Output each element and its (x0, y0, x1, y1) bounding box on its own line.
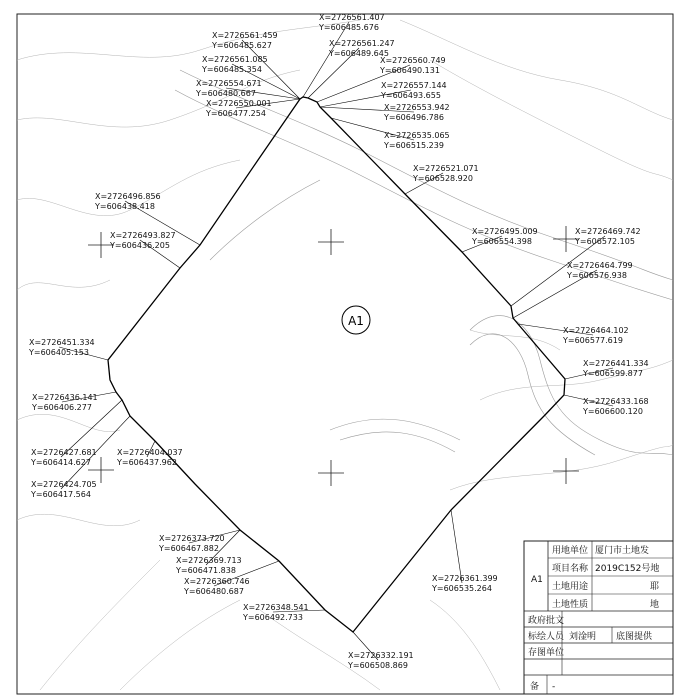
coordinate-y-label: Y=606489.645 (329, 49, 389, 58)
table-label-land-use: 土地用途 (552, 582, 589, 592)
table-label-remarks: 备 (530, 682, 540, 692)
coordinate-x-label: X=2726441.334 (583, 359, 649, 368)
coordinate-x-label: X=2726496.856 (95, 192, 161, 201)
coordinate-x-label: X=2726404.037 (117, 448, 183, 457)
coordinate-y-label: Y=606576.938 (567, 271, 627, 280)
coordinate-x-label: X=2726361.399 (432, 574, 498, 583)
coordinate-x-label: X=2726561.407 (319, 13, 385, 22)
coordinate-x-label: X=2726495.009 (472, 227, 538, 236)
coordinate-y-label: Y=606436.205 (110, 241, 170, 250)
coordinate-y-label: Y=606467.882 (159, 544, 219, 553)
coordinate-y-label: Y=606480.667 (196, 89, 256, 98)
table-value-land-nature: 地 (650, 600, 660, 610)
coordinate-x-label: X=2726464.799 (567, 261, 633, 270)
table-label-approval: 政府批文 (528, 616, 565, 626)
coordinate-y-label: Y=606535.264 (432, 584, 492, 593)
table-label-surveyor: 标绘人员 (528, 632, 565, 642)
coordinate-y-label: Y=606577.619 (563, 336, 623, 345)
coordinate-y-label: Y=606437.962 (117, 458, 177, 467)
table-value-land-use: 耶 (650, 582, 660, 592)
coordinate-y-label: Y=606480.687 (184, 587, 244, 596)
coordinate-y-label: Y=606493.655 (381, 91, 441, 100)
coordinate-y-label: Y=606417.564 (31, 490, 91, 499)
table-value-remarks: - (552, 682, 556, 692)
parcel-label (342, 306, 370, 334)
coordinate-x-label: X=2726469.742 (575, 227, 641, 236)
coordinate-y-label: Y=606508.869 (348, 661, 408, 670)
coordinate-x-label: X=2726433.168 (583, 397, 649, 406)
coordinate-x-label: X=2726360.746 (184, 577, 250, 586)
coordinate-y-label: Y=606554.398 (472, 237, 532, 246)
coordinate-y-label: Y=606492.733 (243, 613, 303, 622)
coordinate-x-label: X=2726535.065 (384, 131, 450, 140)
coordinate-x-label: X=2726348.541 (243, 603, 309, 612)
table-label-land-user: 用地单位 (552, 546, 589, 556)
coordinate-y-label: Y=606599.877 (583, 369, 643, 378)
coordinate-y-label: Y=606490.131 (380, 66, 440, 75)
coordinate-x-label: X=2726493.827 (110, 231, 176, 240)
coordinate-y-label: Y=606485.676 (319, 23, 379, 32)
coordinate-x-label: X=2726561.247 (329, 39, 395, 48)
coordinate-y-label: Y=606515.239 (384, 141, 444, 150)
coordinate-y-label: Y=606438.418 (95, 202, 155, 211)
coordinate-x-label: X=2726373.720 (159, 534, 225, 543)
coordinate-y-label: Y=606477.254 (206, 109, 266, 118)
coordinate-y-label: Y=606528.920 (413, 174, 473, 183)
coordinate-x-label: X=2726424.705 (31, 480, 97, 489)
coordinate-x-label: X=2726427.681 (31, 448, 97, 457)
table-value-surveyor: 刘淦明 (569, 632, 597, 642)
table-label-base-map: 底图提供 (616, 632, 653, 642)
coordinate-y-label: Y=606414.627 (31, 458, 91, 467)
coordinate-y-label: Y=606496.786 (384, 113, 444, 122)
coordinate-x-label: X=2726554.671 (196, 79, 262, 88)
coordinate-y-label: Y=606485.627 (212, 41, 272, 50)
coordinate-y-label: Y=606572.105 (575, 237, 635, 246)
leader-line (451, 510, 462, 583)
coordinate-y-label: Y=606471.838 (176, 566, 236, 575)
coordinate-x-label: X=2726436.141 (32, 393, 98, 402)
coordinate-x-label: X=2726332.191 (348, 651, 414, 660)
coordinate-y-label: Y=606600.120 (583, 407, 643, 416)
info-table (524, 541, 673, 694)
coordinate-x-label: X=2726557.144 (381, 81, 447, 90)
coordinate-x-label: X=2726521.071 (413, 164, 479, 173)
coordinate-x-label: X=2726464.102 (563, 326, 629, 335)
coordinate-x-label: X=2726560.749 (380, 56, 446, 65)
table-parcel-id: A1 (531, 575, 543, 585)
table-value-project-name: 2019C152号地 (595, 564, 660, 574)
coordinate-x-label: X=2726553.942 (384, 103, 450, 112)
coordinate-x-label: X=2726451.334 (29, 338, 95, 347)
leader-line (303, 22, 349, 97)
parcel-id-label: A1 (348, 314, 364, 328)
coordinate-y-label: Y=606485.354 (202, 65, 262, 74)
table-label-archive: 存图单位 (528, 648, 565, 658)
table-label-land-nature: 土地性质 (552, 600, 589, 610)
table-label-project-name: 项目名称 (552, 564, 589, 574)
coordinate-x-label: X=2726369.713 (176, 556, 242, 565)
coordinate-x-label: X=2726561.085 (202, 55, 268, 64)
coordinate-x-label: X=2726561.459 (212, 31, 278, 40)
coordinate-x-label: X=2726550.001 (206, 99, 272, 108)
coordinate-y-label: Y=606405.153 (29, 348, 89, 357)
table-value-land-user: 厦门市土地发 (595, 546, 650, 556)
coordinate-y-label: Y=606406.277 (32, 403, 92, 412)
